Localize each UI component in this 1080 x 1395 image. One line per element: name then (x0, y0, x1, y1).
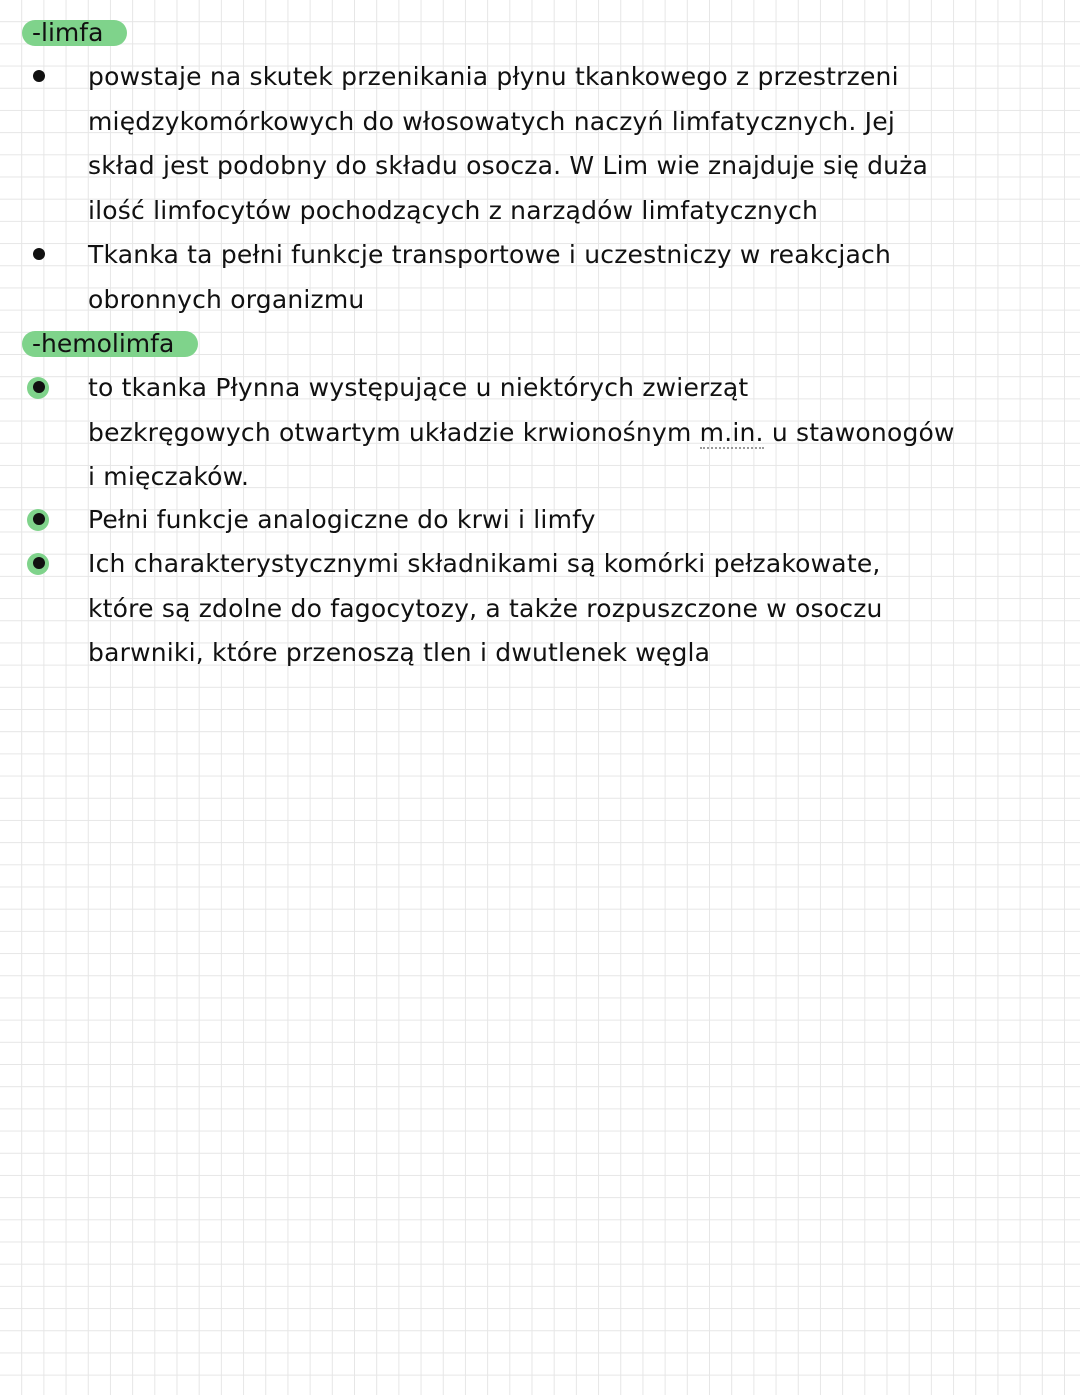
text-line: powstaje na skutek przenikania płynu tkankowego z przestrzeni (88, 62, 899, 91)
bullet-text (88, 542, 1063, 676)
text-line: które są zdolne do fagocytozy, a także rozpuszczone w osoczu (88, 593, 883, 623)
bullet-dot (27, 244, 49, 266)
bullet-dot (27, 553, 49, 575)
text-line: i mięczaków. (88, 462, 250, 491)
bullet-text (88, 366, 1063, 500)
text-line: ilość limfocytów pochodzących z narządów limfatycznych (88, 195, 819, 225)
text-line: międzykomórkowych do włosowatych naczyń limfatycznych. Jej (88, 106, 895, 136)
text-line: Pełni funkcje analogiczne do krwi i limfy (88, 505, 596, 534)
bullet-text (88, 233, 1063, 322)
bullet-dot (27, 509, 49, 531)
text-line: obronnych organizmu (88, 284, 365, 314)
text-line: skład jest podobny do składu osocza. W Lim wie znajduje się duża (88, 151, 929, 180)
bullet-dot (27, 377, 49, 399)
text-line: barwniki, które przenoszą tlen i dwutlenek węgla (88, 638, 711, 667)
bullet-text (88, 498, 1063, 543)
bullet-dot (27, 66, 49, 88)
text-line: Ich charakterystycznymi składnikami są komórki pełzakowate, (88, 549, 881, 578)
section-heading-limfa: -limfa (22, 20, 127, 46)
text-line (88, 411, 1063, 456)
text-line: Tkanka ta pełni funkcje transportowe i uczestniczy w reakcjach (88, 240, 892, 269)
underlined-abbreviation: m.in. (699, 417, 764, 447)
text-segment: bezkręgowych otwartym układzie krwionośnym (88, 417, 700, 447)
section-heading-hemolimfa: -hemolimfa (22, 331, 198, 357)
text-line: to tkanka Płynna występujące u niektórych zwierząt (88, 373, 749, 402)
text-segment: u stawonogów (763, 417, 955, 447)
bullet-text (88, 55, 1063, 233)
